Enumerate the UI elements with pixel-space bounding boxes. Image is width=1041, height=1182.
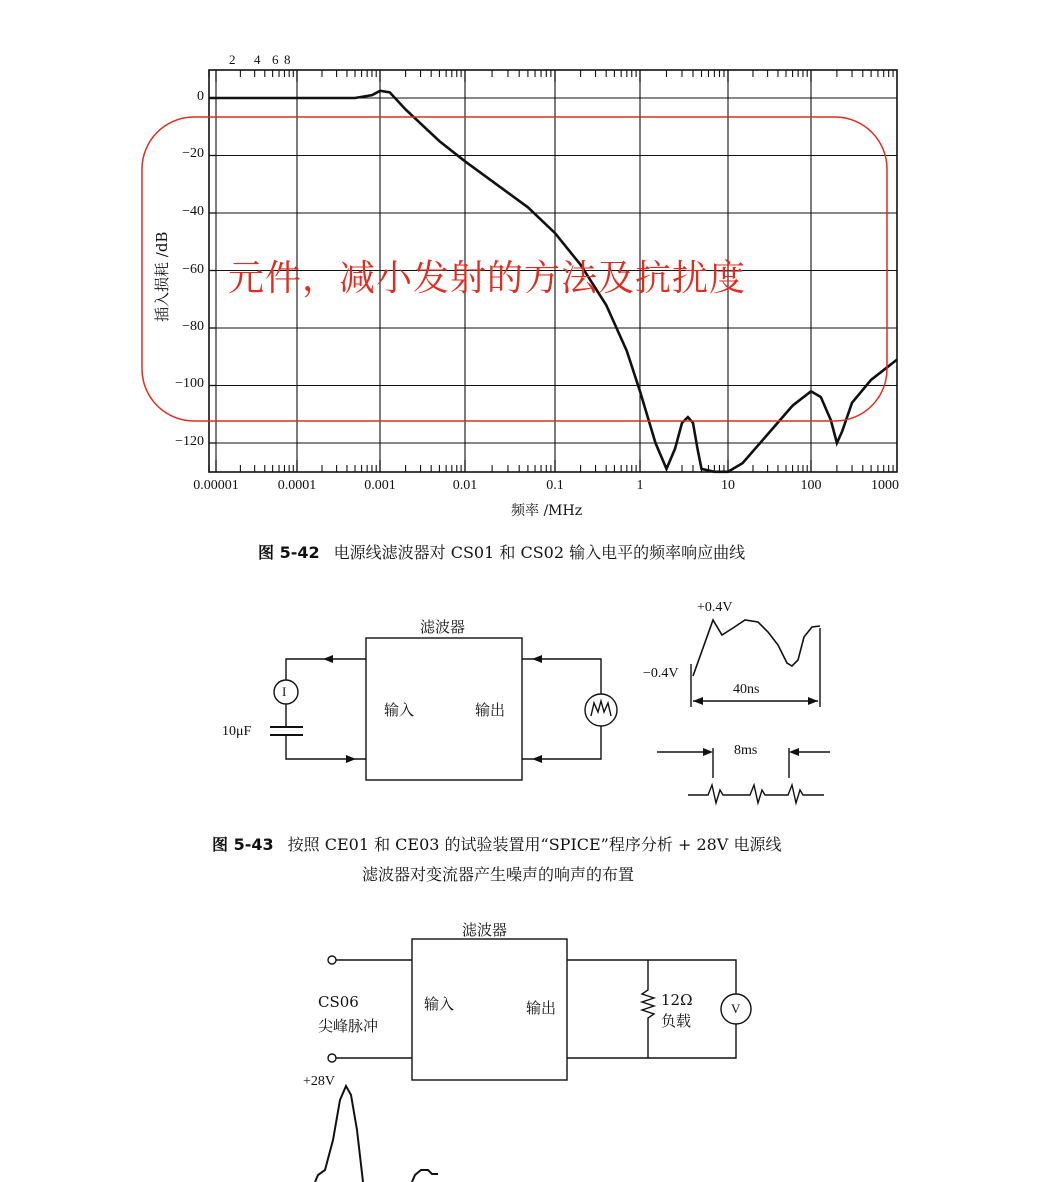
y-tick-label: −40 [182,204,204,219]
spike-label: +28V [303,1074,336,1089]
top-tick-label: 6 [272,52,279,67]
y-tick-label: −60 [182,262,204,277]
pulse-train-waveform [688,785,824,803]
filter-title: 滤波器 [462,921,508,939]
x-tick-label: 1000 [871,478,899,493]
caption-5-42 [258,540,745,563]
terminal [328,1054,336,1062]
wire [522,726,601,759]
arrowhead [532,755,542,763]
arrowhead [703,748,713,756]
caption-5-43-line2: 滤波器对变流器产生噪声的响声的布置 [362,865,635,884]
x-tick-label: 0.001 [364,478,396,493]
y-tick-label: −100 [175,376,204,391]
y-axis-label: 插入损耗 /dB [153,231,171,322]
x-tick-label: 0.0001 [277,478,317,493]
arrowhead [808,697,818,705]
arrowhead [323,655,333,663]
voltmeter-label: V [731,1001,741,1016]
x-tick-label: 0.00001 [193,478,239,493]
source-label: 尖峰脉冲 [318,1017,379,1035]
spike-waveform [412,1170,438,1182]
x-tick-label: 10 [721,478,735,493]
x-axis-label: 频率 /MHz [511,503,583,519]
noise-symbol-icon [591,701,611,716]
caption-number: 图 5-42 [258,543,320,562]
caption-number: 图 5-43 [212,835,274,854]
wire [567,1024,736,1058]
input-label: 输入 [424,995,455,1013]
red-overlay-text: 元件，减小发射的方法及抗扰度 [228,258,747,299]
output-label: 输出 [526,999,557,1017]
top-tick-label: 8 [284,52,291,67]
arrowhead [693,697,703,705]
noise-waveform [693,620,820,676]
arrowhead [789,748,799,756]
x-tick-label: 100 [800,478,822,493]
top-tick-label: 2 [229,52,236,67]
top-tick-label: 4 [254,52,261,67]
spike-waveform [315,1086,363,1182]
y-tick-label: −20 [182,146,204,161]
wire [286,659,366,680]
filter-title: 滤波器 [420,618,466,636]
wire [286,735,366,759]
source-label: CS06 [318,993,359,1011]
x-tick-label: 0.01 [452,478,478,493]
wire [522,659,601,694]
y-tick-label: −80 [182,319,204,334]
x-tick-label: 0.1 [546,478,564,493]
load-label: 负载 [661,1012,692,1030]
load-value-label: 12Ω [661,991,693,1009]
arrowhead [346,755,356,763]
figure-5-43-circuit [270,620,830,803]
figure-5-44-circuit [315,939,751,1182]
y-tick-label: 0 [197,89,204,104]
input-label: 输入 [384,701,415,719]
wave-high-label: +0.4V [697,600,733,615]
caption-text: 按照 CE01 和 CE03 的试验装置用“SPICE”程序分析 + 28V 电源线 [287,835,782,854]
output-label: 输出 [475,701,506,719]
caption-5-43 [212,832,781,855]
y-tick-label: −120 [175,434,204,449]
wire [567,960,736,994]
caption-text: 电源线滤波器对 CS01 和 CS02 输入电平的频率响应曲线 [333,543,746,562]
load-resistor [642,960,654,1058]
pulse-period-label: 8ms [734,743,758,758]
wave-period-label: 40ns [733,682,760,697]
wave-low-label: −0.4V [643,666,679,681]
terminal [328,956,336,964]
meter-label: I [282,684,287,699]
capacitor-label: 10μF [222,724,252,739]
x-tick-label: 1 [636,478,644,493]
arrowhead [532,655,542,663]
